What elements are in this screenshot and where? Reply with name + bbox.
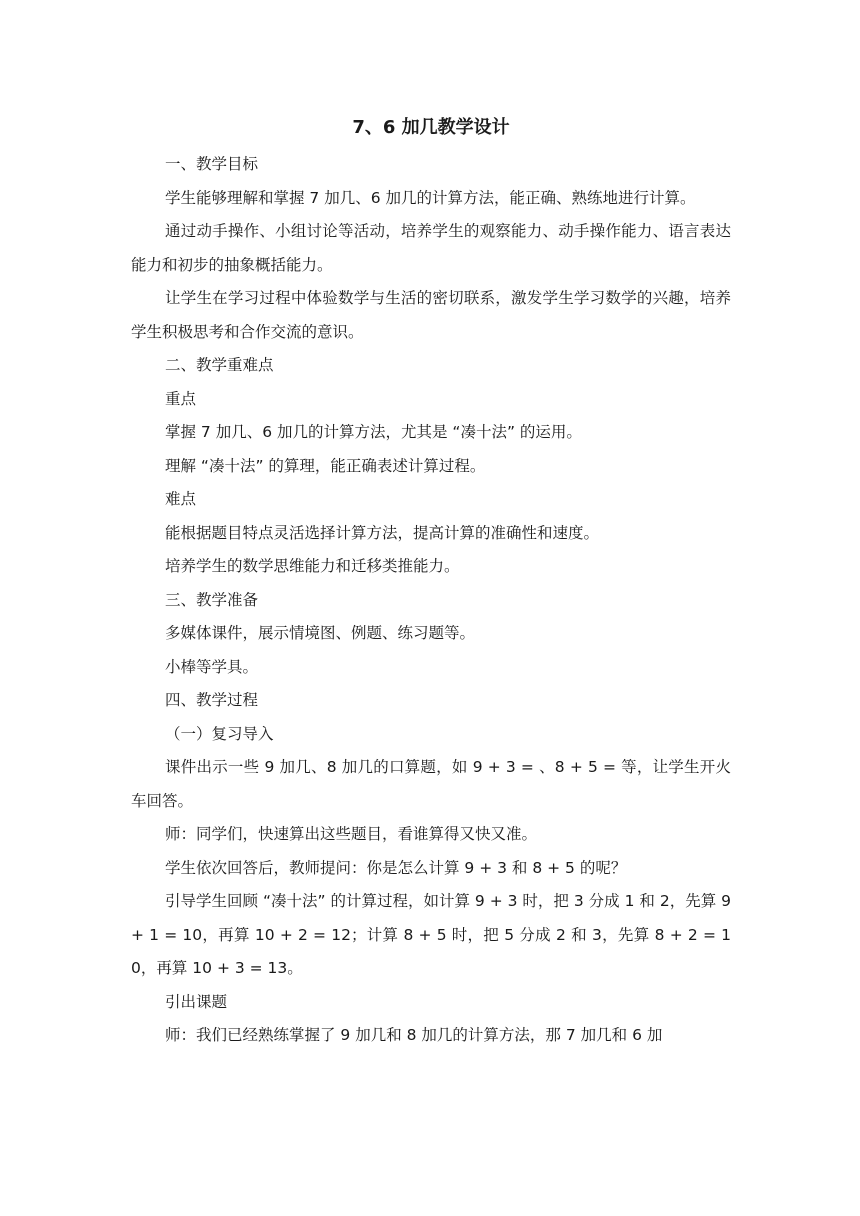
paragraph: 让学生在学习过程中体验数学与生活的密切联系，激发学生学习数学的兴趣，培养学生积极思考和合作交流的意识。 xyxy=(131,289,731,341)
document-title: 7、6 加几教学设计 xyxy=(352,117,510,138)
paragraph: 掌握 7 加几、6 加几的计算方法，尤其是 “凑十法” 的运用。 xyxy=(165,423,582,441)
paragraph: 引导学生回顾 “凑十法” 的计算过程，如计算 9 + 3 时，把 3 分成 1 和 2，先算 9 + 1 = 10，再算 10 + 2 = 12；计算 8 + 5 时，把 5 分成 2 和 3，先算 8 + 2 = 10，再算 10 + 3 = 13。 xyxy=(131,892,731,977)
section-heading-preparation: 三、教学准备 xyxy=(165,590,259,609)
paragraph: 学生依次回答后，教师提问：你是怎么计算 9 + 3 和 8 + 5 的呢？ xyxy=(165,858,627,877)
section-heading-process: 四、教学过程 xyxy=(165,691,259,709)
paragraph: 多媒体课件，展示情境图、例题、练习题等。 xyxy=(165,624,476,642)
paragraph: 能根据题目特点灵活选择计算方法，提高计算的准确性和速度。 xyxy=(165,523,600,542)
paragraph: 通过动手操作、小组讨论等活动，培养学生的观察能力、动手操作能力、语言表达能力和初步的抽象概括能力。 xyxy=(131,222,731,274)
paragraph: 理解 “凑十法” 的算理，能正确表述计算过程。 xyxy=(165,456,486,475)
document-body xyxy=(131,110,731,1053)
paragraph: 课件出示一些 9 加几、8 加几的口算题，如 9 + 3 = 、8 + 5 = 等，让学生开火车回答。 xyxy=(131,758,731,810)
subheading-review: （一）复习导入 xyxy=(165,724,274,743)
paragraph: 师：同学们，快速算出这些题目，看谁算得又快又准。 xyxy=(165,825,538,843)
section-heading-objectives: 一、教学目标 xyxy=(165,155,259,173)
paragraph: 培养学生的数学思维能力和迁移类推能力。 xyxy=(165,557,460,575)
subheading-introduce-topic: 引出课题 xyxy=(165,992,228,1011)
subheading-focus: 重点 xyxy=(165,389,197,408)
subheading-difficulty: 难点 xyxy=(165,490,197,508)
paragraph: 小棒等学具。 xyxy=(165,657,259,676)
paragraph: 师：我们已经熟练掌握了 9 加几和 8 加几的计算方法，那 7 加几和 6 加 xyxy=(165,1026,663,1044)
paragraph: 学生能够理解和掌握 7 加几、6 加几的计算方法，能正确、熟练地进行计算。 xyxy=(165,188,696,207)
section-heading-key-points: 二、教学重难点 xyxy=(165,356,274,374)
